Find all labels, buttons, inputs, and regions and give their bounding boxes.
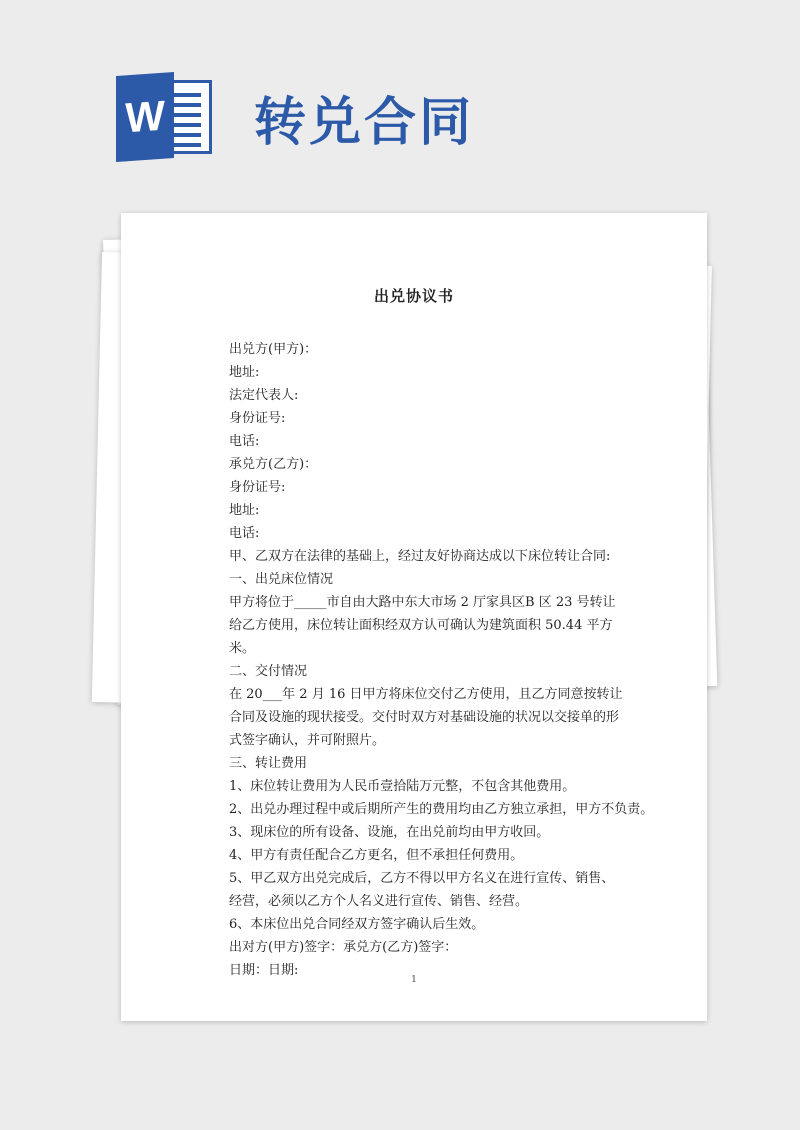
section-1-text: 甲方将位于_____市自由大路中东大市场 2 厅家具区B 区 23 号转让给乙方使用，床位转让面积经双方认可确认为建筑面积 50.44 平方米。 (229, 595, 616, 656)
party-b-label: 承兑方(乙方)： (229, 457, 318, 472)
party-a-label: 出兑方(甲方)： (229, 342, 318, 357)
party-b-phone-label: 电话: (229, 526, 260, 541)
party-a-address-label: 地址: (229, 365, 260, 380)
section-2-text: 在 20___年 2 月 16 日甲方将床位交付乙方使用，且乙方同意按转让合同及设施的现状接受。交付时双方对基础设施的状况以交接单的形式签字确认，并可附照片。 (229, 687, 623, 748)
clause-6: 6、本床位出兑合同经双方签字确认后生效。 (229, 917, 485, 932)
clause-4: 4、甲方有责任配合乙方更名，但不承担任何费用。 (229, 848, 524, 863)
clause-2: 2、出兑办理过程中或后期所产生的费用均由乙方独立承担，甲方不负责。 (229, 802, 654, 817)
party-a-phone-label: 电话: (229, 434, 260, 449)
section-heading-3: 三、转让费用 (229, 756, 308, 771)
section-heading-1: 一、出兑床位情况 (229, 572, 334, 587)
section-heading-2: 二、交付情况 (229, 664, 308, 679)
signature-line: 出对方(甲方)签字：承兑方(乙方)签字： (229, 940, 458, 955)
word-letter-badge: W (116, 72, 174, 162)
document-title: 出兑协议书 (373, 287, 454, 305)
date-line: 日期：日期: (229, 963, 299, 978)
party-b-address-label: 地址: (229, 503, 260, 518)
clause-5: 5、甲乙双方出兑完成后，乙方不得以甲方名义在进行宣传、销售、经营，必须以乙方个人名义进行宣传、销售、经营。 (229, 871, 615, 909)
clause-3: 3、现床位的所有设备、设施，在出兑前均由甲方收回。 (229, 825, 550, 840)
page-title: 转兑合同 (254, 92, 475, 153)
party-b-id-label: 身份证号: (229, 480, 286, 495)
party-a-id-label: 身份证号: (229, 411, 286, 426)
legal-representative-label: 法定代表人: (229, 388, 299, 403)
word-document-icon (108, 74, 216, 160)
document-body (229, 338, 654, 982)
agreement-intro: 甲、乙双方在法律的基础上，经过友好协商达成以下床位转让合同: (229, 549, 611, 564)
header (108, 72, 474, 162)
document-page (121, 213, 707, 1021)
clause-1: 1、床位转让费用为人民币壹拾陆万元整，不包含其他费用。 (229, 779, 576, 794)
page-number: 1 (411, 975, 417, 985)
